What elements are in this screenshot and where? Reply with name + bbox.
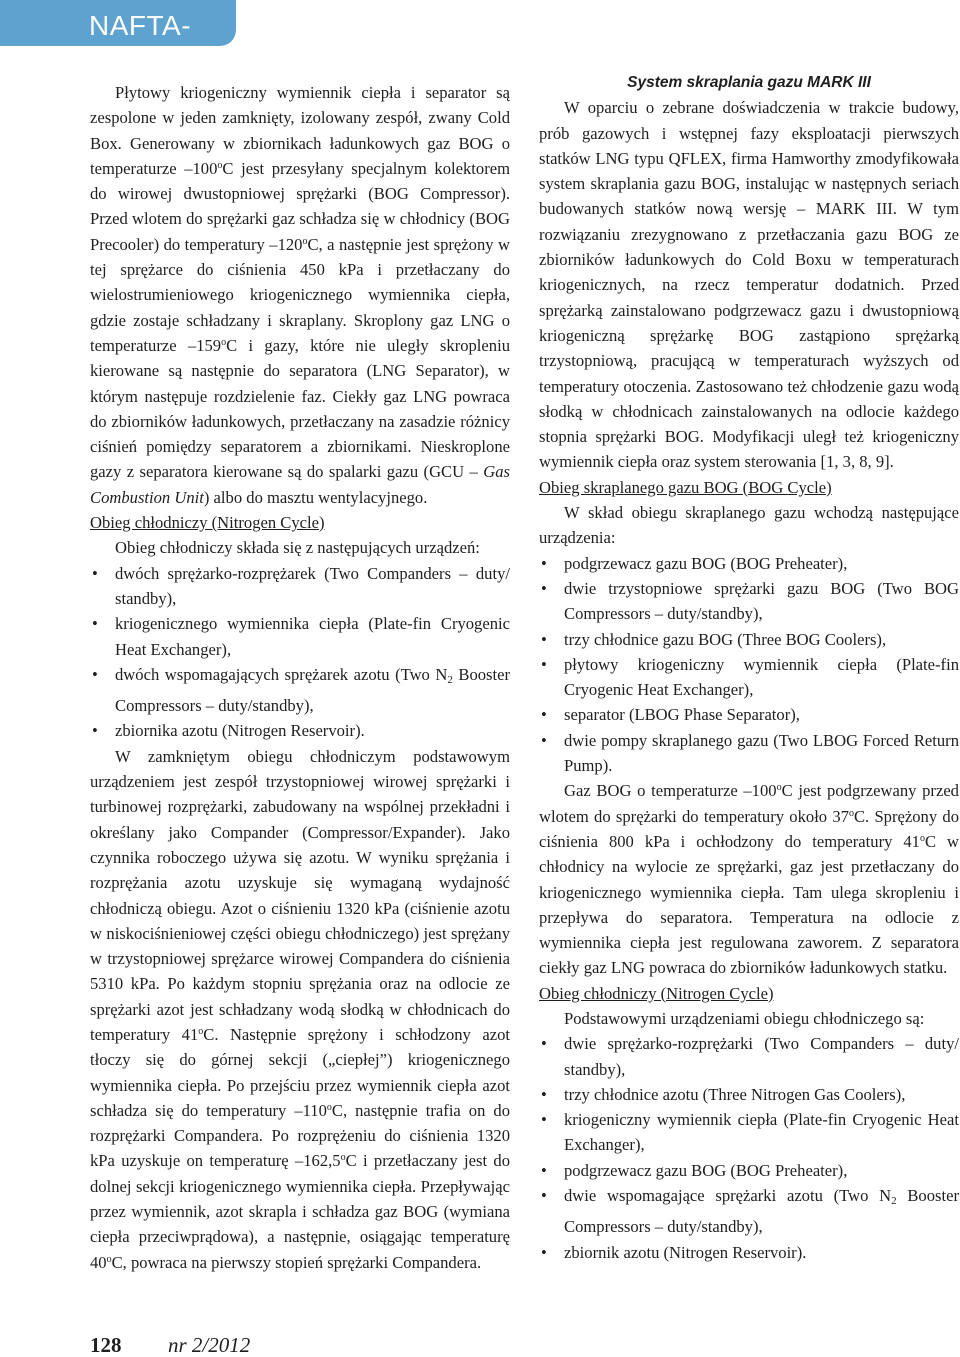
list-item: • zbiornik azotu (Nitrogen Reservoir). (541, 1242, 807, 1262)
bullet-list (539, 1031, 959, 1265)
journal-header-tab (0, 0, 236, 93)
list-item: • dwie trzystopniowe sprężarki gazu BOG (Two BOG Compressors – duty/standby), (541, 578, 959, 624)
section-heading: Obieg chłodniczy (Nitrogen Cycle) (90, 513, 325, 533)
paragraph: W zamkniętym obiegu chłodniczym podstawowym urządzeniem jest zespół trzystopniowej wirowej sprężarki i turbinowej rozprężarki, zabudowany na wspólnej przekładni i określany jako Compander (Compressor/Expander). Jako czynnika roboczego używa się azotu. W wyniku sprężania i rozprężania azotu uzyskuje się wymaganą wydajność chłodniczą obiegu. Azot o ciśnieniu 1320 kPa (ciśnienie azotu w niskociśnieniowej części obiegu chłodniczego) jest sprężany w trzystopniowej sprężarce wirowej Compandera do ciśnienia 5310 kPa. Po każdym stopniu sprężania oraz na odlocie ze sprężarki azot jest schładzany wodą słodką w chłodnicach do temperatury 41$^o$C. Następnie sprężony i schłodzony azot tłoczy się do górnej sekcji („ciepłej”) kriogenicznego wymiennika ciepła. Po przejściu przez wymiennik ciepła azot schładza się do temperatury –110$^o$C, następnie trafia on do rozprężarki Compandera. Po rozprężeniu do ciśnienia 1320 kPa uzyskuje on temperaturę –162,5$^o$C i przetłaczany jest do dolnej sekcji kriogenicznego wymiennika ciepła. Przepływając przez wymiennik, azot skrapla i schładza gaz BOG (wymiana ciepła przeciwprądowa), a następnie, osiągając temperaturę 40$^o$C, powraca na pierwszy stopień sprężarki Compandera. (90, 746, 510, 1272)
section-intro: Obieg chłodniczy składa się z następujących urządzeń: (115, 538, 480, 558)
list-item: • dwóch wspomagających sprężarek azotu (Two $N_2$ Booster Compressors – duty/standby), (92, 664, 510, 716)
list-item: • dwie sprężarko-rozprężarki (Two Companders – duty/ standby), (541, 1034, 959, 1079)
bullet-list (90, 561, 510, 744)
system-heading: System skraplania gazu MARK III (627, 74, 871, 91)
list-item: • podgrzewacz gazu BOG (BOG Preheater), (541, 1160, 848, 1180)
section-intro: Podstawowymi urządzeniami obiegu chłodniczego są: (564, 1008, 925, 1028)
paragraph: Gaz BOG o temperaturze –100$^o$C jest podgrzewany przed wlotem do sprężarki do temperatury około 37$^o$C. Sprężony do ciśnienia 800 kPa i ochłodzony do temperatury 41$^o$C w chłodnicy na wylocie ze sprężarki, gaz jest przetłaczany do kriogenicznego wymiennika ciepła. Tam ulega skropleniu i przepływa do separatora. Temperatura na odlocie z wymiennika ciepła jest regulowana zaworem. Z separatora ciekły gaz LNG powraca do zbiorników ładunkowych statku. (539, 781, 959, 978)
list-item: • kriogenicznego wymiennika ciepła (Plate-fin Cryogenic Heat Exchanger), (92, 614, 510, 659)
list-item: • kriogeniczny wymiennik ciepła (Plate-fin Cryogenic Heat Exchanger), (541, 1110, 959, 1155)
list-item: • płytowy kriogeniczny wymiennik ciepła (Plate-fin Cryogenic Heat Exchanger), (541, 654, 959, 700)
paragraph: Płytowy kriogeniczny wymiennik ciepła i separator są zespolone w jeden zamknięty, izolowany zespół, zwany Cold Box. Generowany w zbiornikach ładunkowych gaz BOG o temperaturze –100$^o$C jest przesyłany specjalnym kolektorem do wirowej dwustopniowej sprężarki (BOG Compressor). Przed wlotem do sprężarki gaz schładza się w chłodnicy (BOG Precooler) do temperatury –120$^o$C, a następnie jest sprężony w tej sprężarce do ciśnienia 450 kPa i przetłaczany do wielostrumieniowego kriogenicznego wymiennika ciepła, gdzie zostaje schładzany i skraplany. Skroplony gaz LNG o temperaturze –159$^o$C i gazy, które nie uległy skropleniu kierowane są następnie do separatora (LNG Separator), w którym następuje rozdzielenie faz. Ciekły gaz LNG powraca do zbiorników ładunkowych, przetłaczany na zasadzie różnicy ciśnień pomiędzy separatorem a zbiornikami. Nieskroplone gazy z separatora kierowane są do spalarki gazu (GCU – Gas Combustion Unit) albo do masztu wentylacyjnego. (90, 83, 510, 507)
page-number: 128 (90, 1333, 122, 1357)
list-item: • dwie wspomagające sprężarki azotu (Two $N_2$ Booster Compressors – duty/standby), (541, 1186, 959, 1237)
list-item: • trzy chłodnice azotu (Three Nitrogen Gas Coolers), (541, 1084, 906, 1104)
list-item: • dwie pompy skraplanego gazu (Two LBOG Forced Return Pump). (541, 730, 959, 776)
list-item: • separator (LBOG Phase Separator), (541, 705, 800, 725)
paragraph: W oparciu o zebrane doświadczenia w trakcie budowy, prób gazowych i wstępnej fazy eksploatacji pierwszych statków LNG typu QFLEX, firma Hamworthy zmodyfikowała system skraplania gazu BOG, instalując w następnych seriach budowanych statków nową wersję – MARK III. W tym rozwiązaniu zrezygnowano z przetłaczania gazu BOG ze zbiorników ładunkowych do Cold Boxu w temperaturach kriogenicznych, na rzecz temperatur dodatnich. Przed sprężarką zainstalowano podgrzewacz gazu i dwustopniową kriogeniczną sprężarkę BOG zastąpiono sprężarką trzystopniową, pracującą w temperaturach wyższych od temperatury otoczenia. Zastosowano też chłodzenie gazu wodą słodką w chłodnicach zainstalowanych na odlocie każdego stopnia sprężarki BOG. Modyfikacji uległ też kriogeniczny wymiennik ciepła oraz system sterowania [1, 3, 8, 9]. (539, 98, 959, 472)
section-heading: Obieg skraplanego gazu BOG (BOG Cycle) (539, 477, 832, 497)
right-column (539, 70, 959, 1265)
journal-title: NAFTA-GAZ (89, 10, 192, 93)
list-item: • zbiornika azotu (Nitrogen Reservoir). (92, 721, 365, 741)
bullet-list (539, 551, 959, 779)
left-column (90, 80, 510, 1275)
list-item: • podgrzewacz gazu BOG (BOG Preheater), (541, 553, 848, 573)
section-intro: W skład obiegu skraplanego gazu wchodzą następujące urządzenia: (539, 503, 959, 548)
issue-label: nr 2/2012 (168, 1333, 251, 1357)
list-item: • trzy chłodnice gazu BOG (Three BOG Coolers), (541, 629, 887, 649)
list-item: • dwóch sprężarko-rozprężarek (Two Companders – duty/ standby), (92, 563, 510, 608)
section-heading: Obieg chłodniczy (Nitrogen Cycle) (539, 983, 774, 1003)
